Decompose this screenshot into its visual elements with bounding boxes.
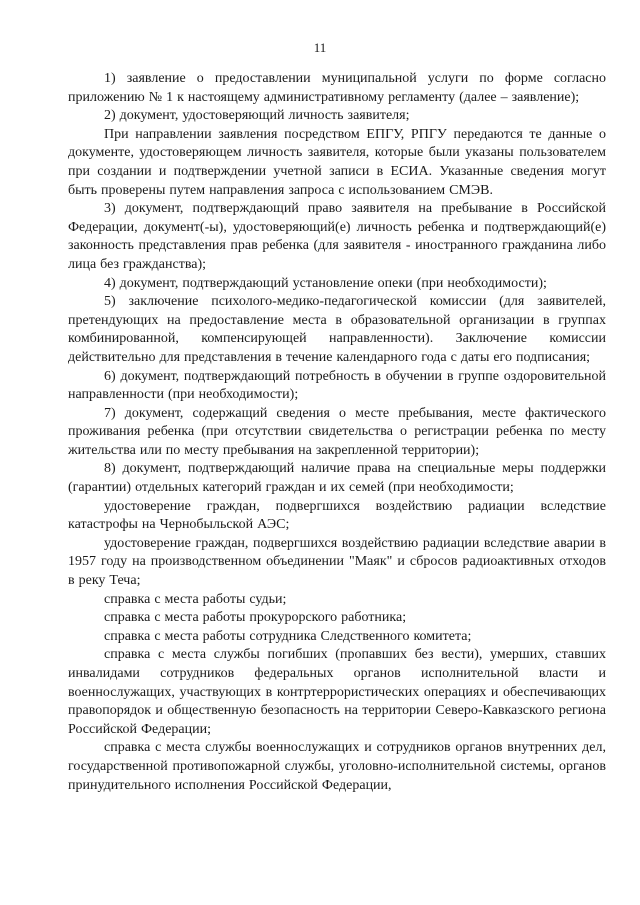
paragraph-item-1-application: 1) заявление о предоставлении муниципальной услуги по форме согласно приложению № 1 к настоящему административному регламенту (далее – заявление); <box>68 71 606 105</box>
paragraph-prosecutor-certificate: справка с места работы прокурорского работника; <box>104 610 407 626</box>
paragraph-judge-certificate: справка с места работы судьи; <box>104 591 287 607</box>
paragraph-item-5-commission-conclusion: 5) заключение психолого-медико-педагогической комиссии (для заявителей, претендующих на предоставление места в образовательной организации в группах комбинированной, компенсирующей направленности). Заключение комиссии действительно для представления в течение календарного года с даты его подписания; <box>68 294 606 365</box>
paragraph-chernobyl-certificate: удостоверение граждан, подвергшихся воздействию радиации вследствие катастрофы на Чернобыльской АЭС; <box>68 498 606 533</box>
paragraph-item-4-guardianship: 4) документ, подтверждающий установление опеки (при необходимости); <box>104 275 547 291</box>
paragraph-item-2-identity-document: 2) документ, удостоверяющий личность заявителя; <box>104 108 410 124</box>
document-body <box>68 70 606 795</box>
paragraph-item-3-residence-right: 3) документ, подтверждающий право заявителя на пребывание в Российской Федерации, документ(-ы), удостоверяющий(е) личность ребенка и подтверждающий(е) законность представления прав ребенка (для заявителя - иностранного гражданина либо лица без гражданства); <box>68 201 606 272</box>
paragraph-military-service-certificate: справка с места службы военнослужащих и сотрудников органов внутренних дел, государственной противопожарной службы, уголовно-исполнительной системы, органов принудительного исполнения Российской Федерации, <box>68 740 606 793</box>
page-number: 11 <box>313 40 327 55</box>
paragraph-item-7-residence-info: 7) документ, содержащий сведения о месте пребывания, месте фактического проживания ребенка (при отсутствии свидетельства о регистрации ребенка по месту жительства или по месту пребывания на закрепленной территории); <box>68 405 606 458</box>
paragraph-item-8-special-support: 8) документ, подтверждающий наличие права на специальные меры поддержки (гарантии) отдельных категорий граждан и их семей (при необходимости; <box>68 461 606 496</box>
paragraph-investigative-committee-certificate: справка с места работы сотрудника Следственного комитета; <box>104 628 472 644</box>
paragraph-epgu-note: При направлении заявления посредством ЕПГУ, РПГУ передаются те данные о документе, удостоверяющем личность заявителя, которые были указаны пользователем при создании и подтверждении учетной записи в ЕСИА. Указанные сведения могут быть проверены путем направления запроса с использованием СМЭВ. <box>68 126 606 198</box>
paragraph-north-caucasus-certificate: справка с места службы погибших (пропавших без вести), умерших, ставших инвалидами сотрудников федеральных органов исполнительной власти и военнослужащих, участвующих в контртеррористических операциях и обеспечивающих правопорядок и общественную безопасность на территории Северо-Кавказского региона Российской Федерации; <box>68 647 606 737</box>
paragraph-item-6-health-group: 6) документ, подтверждающий потребность в обучении в группе оздоровительной направленности (при необходимости); <box>68 368 606 403</box>
paragraph-mayak-certificate: удостоверение граждан, подвергшихся воздействию радиации вследствие аварии в 1957 году на производственном объединении "Маяк" и сбросов радиоактивных отходов в реку Теча; <box>68 535 606 589</box>
